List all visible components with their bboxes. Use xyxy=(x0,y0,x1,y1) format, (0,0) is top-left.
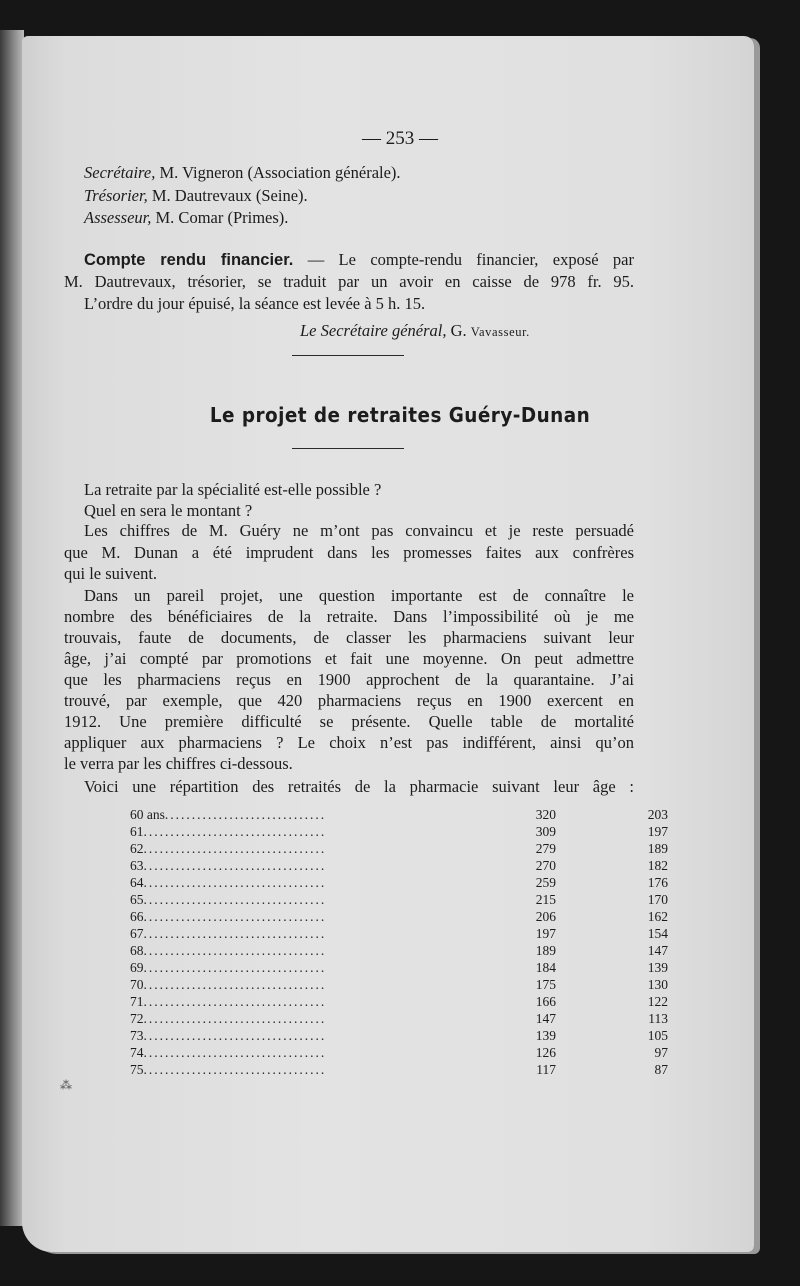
count-second-column: 87 xyxy=(654,1062,668,1077)
count-first-column: 126 xyxy=(535,1045,556,1060)
body-line: âge, j’ai compté par promotions et fait une moyenne. On peut admettre xyxy=(64,649,634,668)
age-cell xyxy=(130,857,402,874)
count-first-column: 309 xyxy=(535,824,556,839)
body-line: La retraite par la spécialité est-elle possible ? xyxy=(84,480,382,499)
count-first-column: 184 xyxy=(535,960,556,975)
age-label: 63 xyxy=(130,858,144,873)
count-second-column: 122 xyxy=(647,994,668,1009)
officer-role: Secrétaire, xyxy=(84,163,156,182)
age-cell xyxy=(130,925,402,942)
table-row xyxy=(130,840,668,857)
table-row xyxy=(130,1044,668,1061)
count-first-column: 175 xyxy=(535,977,556,992)
leader-dots: .................................. xyxy=(143,1045,327,1060)
body-line: qui le suivent. xyxy=(64,564,158,583)
table-row xyxy=(130,806,668,823)
article-title: Le projet de retraites Guéry-Dunan xyxy=(209,403,591,427)
count-first-column: 197 xyxy=(535,926,556,941)
leader-dots: .............................. xyxy=(164,807,327,822)
count-second-column: 113 xyxy=(648,1011,668,1026)
age-cell xyxy=(130,942,402,959)
leader-dots: .................................. xyxy=(143,858,327,873)
count-second-column: 147 xyxy=(647,943,668,958)
financial-text: — Le compte-rendu financier, exposé par xyxy=(293,250,634,269)
age-label: 62 xyxy=(130,841,144,856)
body-line: nombre des bénéficiaires de la retraite. Dans l’impossibilité où je me xyxy=(64,607,634,626)
leader-dots: .................................. xyxy=(143,875,327,890)
age-cell xyxy=(130,823,402,840)
leader-dots: .................................. xyxy=(143,841,327,856)
age-cell xyxy=(130,891,402,908)
table-row xyxy=(130,993,668,1010)
age-cell xyxy=(130,993,402,1010)
age-label: 65 xyxy=(130,892,144,907)
table-row xyxy=(130,823,668,840)
table-row xyxy=(130,874,668,891)
officer-person: M. Dautrevaux (Seine). xyxy=(147,186,308,205)
leader-dots: .................................. xyxy=(143,960,327,975)
table-row xyxy=(130,1027,668,1044)
age-cell xyxy=(130,959,402,976)
top-divider-rule xyxy=(292,355,404,356)
age-label: 75 xyxy=(130,1062,144,1077)
age-cell xyxy=(130,1044,402,1061)
body-line: trouvé, par exemple, que 420 pharmaciens reçus en 1900 exercent en xyxy=(64,691,634,710)
count-first-column: 147 xyxy=(535,1011,556,1026)
count-second-column: 170 xyxy=(647,892,668,907)
table-row xyxy=(130,976,668,993)
book-spine-edge xyxy=(0,30,24,1226)
retirees-age-table-body xyxy=(130,806,668,1078)
count-second-column: 139 xyxy=(647,960,668,975)
count-second-column: 182 xyxy=(647,858,668,873)
body-line: que les pharmaciens reçus en 1900 approchent de la quarantaine. J’ai xyxy=(64,670,634,689)
age-cell xyxy=(130,1061,402,1078)
page-number: — 253 — xyxy=(362,128,438,149)
count-first-column: 279 xyxy=(535,841,556,856)
count-second-column: 189 xyxy=(647,841,668,856)
leader-dots: .................................. xyxy=(143,1062,327,1077)
signature xyxy=(300,320,530,343)
ink-smudge: ⁂ xyxy=(60,1078,72,1092)
body-line: Voici une répartition des retraités de la pharmacie suivant leur âge : xyxy=(84,777,634,796)
body-line: trouvais, faute de documents, de classer les pharmaciens suivant leur xyxy=(64,628,634,647)
age-cell xyxy=(130,806,402,823)
table-row xyxy=(130,959,668,976)
officer-person: M. Vigneron (Association générale). xyxy=(155,163,401,182)
leader-dots: .................................. xyxy=(143,1011,327,1026)
body-line: 1912. Une première difficulté se présente. Quelle table de mortalité xyxy=(64,712,634,731)
count-first-column: 166 xyxy=(535,994,556,1009)
count-second-column: 97 xyxy=(654,1045,668,1060)
count-second-column: 197 xyxy=(647,824,668,839)
officer-line-tresorier xyxy=(84,185,308,207)
leader-dots: .................................. xyxy=(143,943,327,958)
table-row xyxy=(130,908,668,925)
financial-heading: Compte rendu financier. xyxy=(84,251,294,269)
leader-dots: .................................. xyxy=(143,1028,327,1043)
count-first-column: 189 xyxy=(535,943,556,958)
table-row xyxy=(130,891,668,908)
age-label: 61 xyxy=(130,824,144,839)
age-cell xyxy=(130,840,402,857)
age-label: 60 ans xyxy=(130,807,165,822)
leader-dots: .................................. xyxy=(143,977,327,992)
count-second-column: 154 xyxy=(647,926,668,941)
age-cell xyxy=(130,874,402,891)
body-line: le verra par les chiffres ci-dessous. xyxy=(64,754,293,773)
table-row xyxy=(130,1061,668,1078)
officer-role: Trésorier, xyxy=(84,186,148,205)
body-line: que M. Dunan a été imprudent dans les promesses faites aux confrères xyxy=(64,543,634,562)
count-second-column: 203 xyxy=(647,807,668,822)
count-first-column: 139 xyxy=(535,1028,556,1043)
age-label: 70 xyxy=(130,977,144,992)
count-first-column: 206 xyxy=(535,909,556,924)
count-first-column: 215 xyxy=(535,892,556,907)
age-label: 66 xyxy=(130,909,144,924)
leader-dots: .................................. xyxy=(143,824,327,839)
count-second-column: 176 xyxy=(647,875,668,890)
officer-role: Assesseur, xyxy=(84,208,152,227)
signature-role: Le Secrétaire général, xyxy=(300,321,447,340)
age-cell xyxy=(130,908,402,925)
body-line: Quel en sera le montant ? xyxy=(84,501,253,520)
table-row xyxy=(130,942,668,959)
retirees-age-table xyxy=(130,806,668,1078)
age-cell xyxy=(130,1027,402,1044)
table-row xyxy=(130,1010,668,1027)
age-label: 71 xyxy=(130,994,144,1009)
financial-line-3: L’ordre du jour épuisé, la séance est levée à 5 h. 15. xyxy=(84,294,426,313)
leader-dots: .................................. xyxy=(143,926,327,941)
age-label: 72 xyxy=(130,1011,144,1026)
count-first-column: 320 xyxy=(535,807,556,822)
age-cell xyxy=(130,1010,402,1027)
officer-line-secretaire xyxy=(84,162,401,184)
count-first-column: 270 xyxy=(535,858,556,873)
financial-line-1 xyxy=(84,249,634,271)
age-label: 68 xyxy=(130,943,144,958)
financial-line-2: M. Dautrevaux, trésorier, se traduit par un avoir en caisse de 978 fr. 95. xyxy=(64,272,634,291)
age-label: 69 xyxy=(130,960,144,975)
table-row xyxy=(130,925,668,942)
body-line: Les chiffres de M. Guéry ne m’ont pas convaincu et je reste persuadé xyxy=(84,521,634,540)
body-line: appliquer aux pharmaciens ? Le choix n’est pas indifférent, ainsi qu’on xyxy=(64,733,634,752)
leader-dots: .................................. xyxy=(143,994,327,1009)
age-label: 64 xyxy=(130,875,144,890)
leader-dots: .................................. xyxy=(143,909,327,924)
count-first-column: 117 xyxy=(536,1062,556,1077)
count-second-column: 162 xyxy=(647,909,668,924)
age-label: 73 xyxy=(130,1028,144,1043)
count-first-column: 259 xyxy=(535,875,556,890)
count-second-column: 130 xyxy=(647,977,668,992)
leader-dots: .................................. xyxy=(143,892,327,907)
age-label: 67 xyxy=(130,926,144,941)
body-line: Dans un pareil projet, une question importante est de connaître le xyxy=(84,586,634,605)
signature-name: Vavasseur. xyxy=(470,325,530,339)
count-second-column: 105 xyxy=(647,1028,668,1043)
age-cell xyxy=(130,976,402,993)
signature-initial: G. xyxy=(446,321,471,340)
bottom-divider-rule xyxy=(292,448,404,449)
officer-person: M. Comar (Primes). xyxy=(151,208,289,227)
age-label: 74 xyxy=(130,1045,144,1060)
officer-line-assesseur xyxy=(84,207,288,229)
table-row xyxy=(130,857,668,874)
